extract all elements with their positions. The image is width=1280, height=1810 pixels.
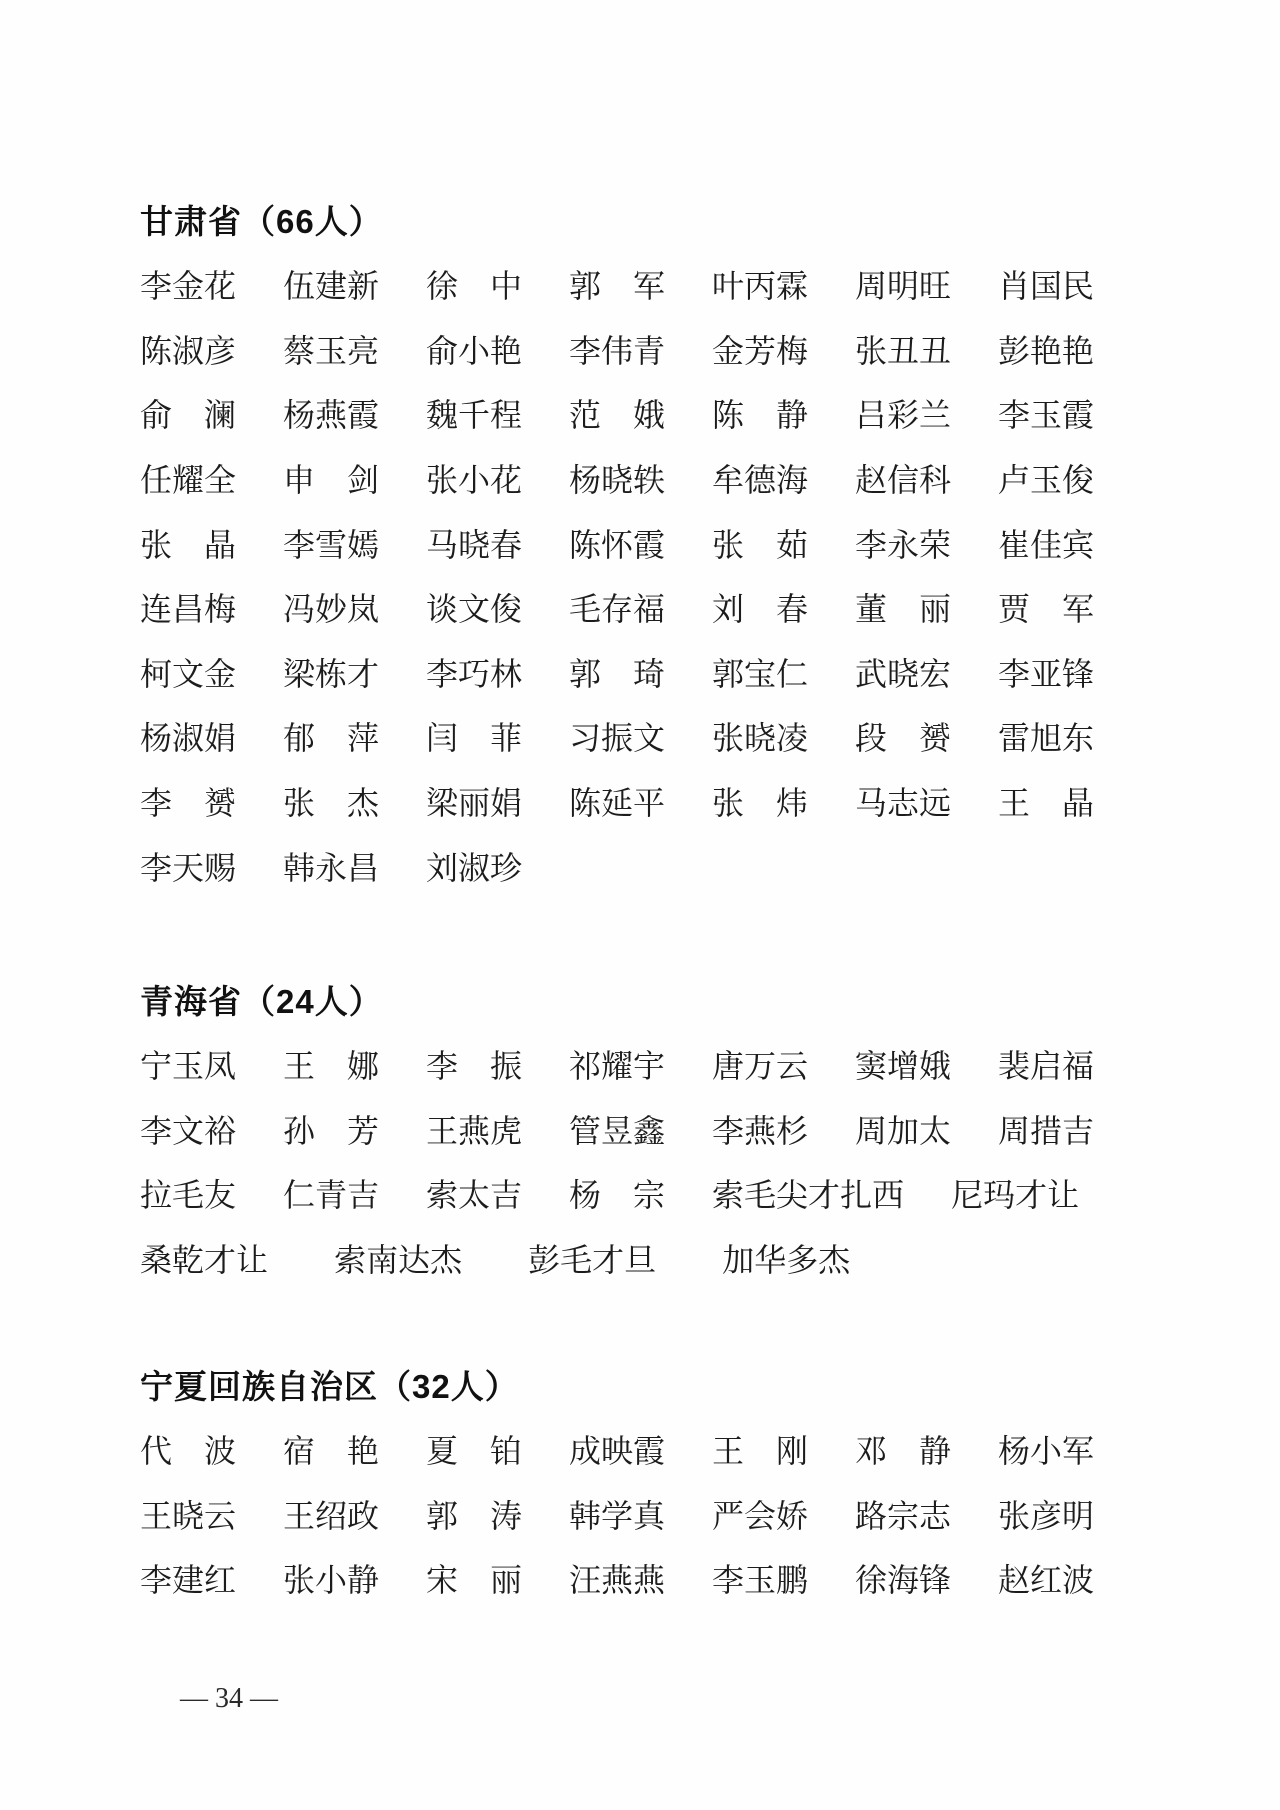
- person-name: 申 剑: [283, 462, 379, 499]
- person-name: 张 晓 凌: [712, 720, 809, 757]
- person-name: 俞 小 艳: [426, 332, 523, 369]
- section-title: 青海省（24人）: [140, 983, 383, 1020]
- person-name: 梁 栋 才: [283, 655, 380, 692]
- person-name: 段 赟: [855, 720, 951, 757]
- person-name: 吕 彩 兰: [855, 397, 952, 434]
- person-name: 管 昱 鑫: [569, 1112, 666, 1149]
- person-name: 索 毛 尖 才 扎 西: [712, 1177, 905, 1214]
- name-row: [140, 1419, 1105, 1484]
- person-name: 仁 青 吉: [283, 1177, 380, 1214]
- person-name: 王 晓 云: [140, 1497, 237, 1534]
- person-name: 陈 延 平: [569, 785, 666, 822]
- name-row: [140, 835, 1105, 900]
- person-name: 唐 万 云: [712, 1048, 809, 1085]
- person-name: 李 燕 杉: [712, 1112, 809, 1149]
- person-name: 祁 耀 宇: [569, 1048, 666, 1085]
- person-name: 董 丽: [855, 591, 951, 628]
- person-name: 伍 建 新: [283, 268, 380, 305]
- person-name: 李 赟: [140, 785, 236, 822]
- person-name: 彭 艳 艳: [998, 332, 1095, 369]
- name-row: [140, 383, 1105, 448]
- person-name: 汪 燕 燕: [569, 1562, 666, 1599]
- person-name: 宿 艳: [283, 1433, 379, 1470]
- person-name: 索 南 达 杰: [334, 1242, 463, 1279]
- person-name: 张 炜: [712, 785, 808, 822]
- name-row: [140, 1034, 1105, 1099]
- name-row: [140, 448, 1105, 513]
- person-name: 徐 中: [426, 268, 522, 305]
- person-name: 陈 淑 彦: [140, 332, 237, 369]
- person-name: 李 雪 嫣: [283, 526, 380, 563]
- person-name: 郁 萍: [283, 720, 379, 757]
- person-name: 任 耀 全: [140, 462, 237, 499]
- person-name: 索 太 吉: [426, 1177, 523, 1214]
- person-name: 张 茹: [712, 526, 808, 563]
- person-name: 杨 燕 霞: [283, 397, 380, 434]
- person-name: 冯 妙 岚: [283, 591, 380, 628]
- person-name: 武 晓 宏: [855, 655, 952, 692]
- name-row: [140, 642, 1105, 707]
- person-name: 杨 宗: [569, 1177, 665, 1214]
- person-name: 陈 静: [712, 397, 808, 434]
- person-name: 成 映 霞: [569, 1433, 666, 1470]
- person-name: 李 振: [426, 1048, 522, 1085]
- person-name: 宋 丽: [426, 1562, 522, 1599]
- person-name: 宁 玉 凤: [140, 1048, 237, 1085]
- person-name: 李 亚 锋: [998, 655, 1095, 692]
- person-name: 刘 淑 珍: [426, 849, 523, 886]
- person-name: 张 晶: [140, 526, 236, 563]
- province-section: [140, 205, 1105, 900]
- person-name: 郭 宝 仁: [712, 655, 809, 692]
- person-name: 彭 毛 才 旦: [528, 1242, 657, 1279]
- person-name: 拉 毛 友: [140, 1177, 237, 1214]
- province-section: [140, 1370, 1105, 1613]
- name-row: [140, 254, 1105, 319]
- person-name: 李 天 赐: [140, 849, 237, 886]
- person-name: 李 永 荣: [855, 526, 952, 563]
- person-name: 范 娥: [569, 397, 665, 434]
- person-name: 夏 铂: [426, 1433, 522, 1470]
- name-row: [140, 1484, 1105, 1549]
- person-name: 窦 增 娥: [855, 1048, 952, 1085]
- name-row: [140, 319, 1105, 384]
- person-name: 杨 晓 轶: [569, 462, 666, 499]
- person-name: 徐 海 锋: [855, 1562, 952, 1599]
- person-name: 郭 军: [569, 268, 665, 305]
- person-name: 邓 静: [855, 1433, 951, 1470]
- person-name: 张 小 静: [283, 1562, 380, 1599]
- person-name: 卢 玉 俊: [998, 462, 1095, 499]
- person-name: 裴 启 福: [998, 1048, 1095, 1085]
- person-name: 赵 信 科: [855, 462, 952, 499]
- person-name: 连 昌 梅: [140, 591, 237, 628]
- person-name: 王 晶: [998, 785, 1094, 822]
- person-name: 金 芳 梅: [712, 332, 809, 369]
- section-title: 甘肃省（66人）: [140, 203, 383, 240]
- person-name: 杨 小 军: [998, 1433, 1095, 1470]
- section-title: 宁夏回族自治区（32人）: [140, 1368, 519, 1405]
- person-name: 路 宗 志: [855, 1497, 952, 1534]
- person-name: 李 建 红: [140, 1562, 237, 1599]
- name-row: [140, 1548, 1105, 1613]
- person-name: 李 玉 鹏: [712, 1562, 809, 1599]
- person-name: 李 文 裕: [140, 1112, 237, 1149]
- person-name: 尼 玛 才 让: [951, 1177, 1080, 1214]
- person-name: 韩 学 真: [569, 1497, 666, 1534]
- person-name: 周 措 吉: [998, 1112, 1095, 1149]
- person-name: 柯 文 金: [140, 655, 237, 692]
- name-row: [140, 706, 1105, 771]
- person-name: 蔡 玉 亮: [283, 332, 380, 369]
- person-name: 李 巧 林: [426, 655, 523, 692]
- person-name: 韩 永 昌: [283, 849, 380, 886]
- province-section: [140, 985, 1105, 1292]
- person-name: 肖 国 民: [998, 268, 1095, 305]
- person-name: 孙 芳: [283, 1112, 379, 1149]
- person-name: 杨 淑 娟: [140, 720, 237, 757]
- name-row: [140, 1228, 1105, 1293]
- person-name: 张 彦 明: [998, 1497, 1095, 1534]
- person-name: 王 刚: [712, 1433, 808, 1470]
- person-name: 代 波: [140, 1433, 236, 1470]
- person-name: 毛 存 福: [569, 591, 666, 628]
- person-name: 李 金 花: [140, 268, 237, 305]
- person-name: 闫 菲: [426, 720, 522, 757]
- person-name: 马 志 远: [855, 785, 952, 822]
- person-name: 雷 旭 东: [998, 720, 1095, 757]
- person-name: 郭 琦: [569, 655, 665, 692]
- person-name: 张 丑 丑: [855, 332, 952, 369]
- person-name: 崔 佳 宾: [998, 526, 1095, 563]
- person-name: 周 明 旺: [855, 268, 952, 305]
- person-name: 桑 乾 才 让: [140, 1242, 269, 1279]
- person-name: 王 燕 虎: [426, 1112, 523, 1149]
- name-row: [140, 771, 1105, 836]
- person-name: 叶 丙 霖: [712, 268, 809, 305]
- person-name: 刘 春: [712, 591, 808, 628]
- name-row: [140, 1099, 1105, 1164]
- person-name: 习 振 文: [569, 720, 666, 757]
- person-name: 赵 红 波: [998, 1562, 1095, 1599]
- person-name: 加 华 多 杰: [722, 1242, 851, 1279]
- person-name: 郭 涛: [426, 1497, 522, 1534]
- name-row: [140, 577, 1105, 642]
- person-name: 李 玉 霞: [998, 397, 1095, 434]
- person-name: 贾 军: [998, 591, 1094, 628]
- name-row: [140, 1163, 1105, 1228]
- person-name: 俞 澜: [140, 397, 236, 434]
- person-name: 谈 文 俊: [426, 591, 523, 628]
- person-name: 马 晓 春: [426, 526, 523, 563]
- person-name: 梁 丽 娟: [426, 785, 523, 822]
- person-name: 周 加 太: [855, 1112, 952, 1149]
- person-name: 牟 德 海: [712, 462, 809, 499]
- person-name: 魏 千 程: [426, 397, 523, 434]
- name-row: [140, 512, 1105, 577]
- person-name: 严 会 娇: [712, 1497, 809, 1534]
- person-name: 张 杰: [283, 785, 379, 822]
- person-name: 王 绍 政: [283, 1497, 380, 1534]
- page-number: — 34 —: [180, 1683, 278, 1714]
- person-name: 陈 怀 霞: [569, 526, 666, 563]
- person-name: 张 小 花: [426, 462, 523, 499]
- person-name: 王 娜: [283, 1048, 379, 1085]
- person-name: 李 伟 青: [569, 332, 666, 369]
